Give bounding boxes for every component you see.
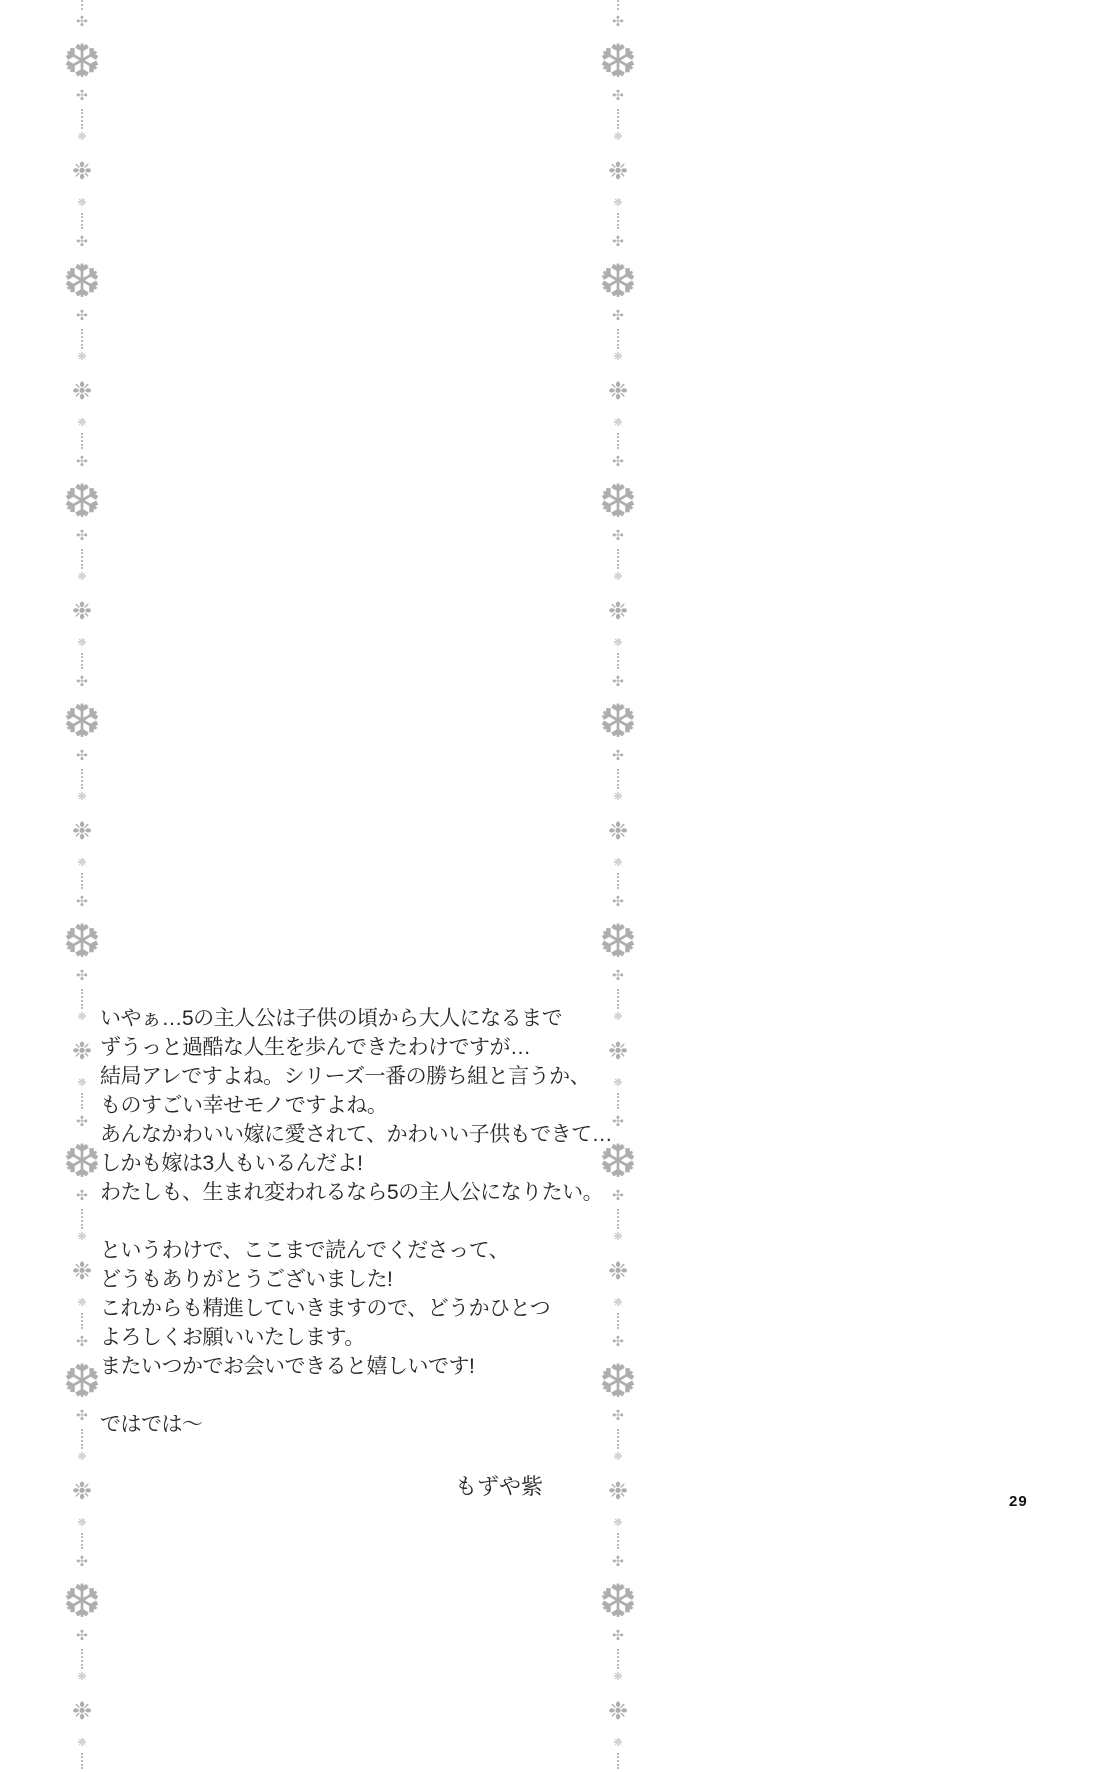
author-signature: もずや紫 <box>455 1474 544 1499</box>
dotted-chain <box>81 329 83 349</box>
small-snowflake-icon: ❉ <box>71 598 93 625</box>
dotted-chain <box>617 1533 619 1549</box>
big-snowflake-icon: ❆ <box>62 915 102 967</box>
bud-ornament-icon: ❈ <box>77 197 87 209</box>
dotted-chain <box>617 769 619 789</box>
big-snowflake-icon: ❆ <box>598 695 638 747</box>
page-number: 29 <box>1009 1493 1028 1510</box>
cross-ornament-icon: ✣ <box>612 1553 624 1569</box>
cross-ornament-icon: ✣ <box>76 453 88 469</box>
dotted-chain <box>617 1649 619 1669</box>
dotted-chain <box>81 549 83 569</box>
bud-ornament-icon: ❈ <box>77 857 87 869</box>
dotted-chain <box>81 1649 83 1669</box>
dotted-chain <box>81 1753 83 1769</box>
snowflake-chain-unit <box>50 452 114 672</box>
small-snowflake-icon: ❉ <box>71 378 93 405</box>
small-snowflake-icon: ❉ <box>607 378 629 405</box>
dotted-chain <box>617 433 619 449</box>
dotted-chain <box>617 329 619 349</box>
big-snowflake-icon: ❆ <box>62 1355 102 1407</box>
bud-ornament-icon: ❈ <box>77 1517 87 1529</box>
cross-ornament-icon: ✣ <box>612 13 624 29</box>
chain-tail <box>586 0 650 12</box>
cross-ornament-icon: ✣ <box>76 673 88 689</box>
dotted-chain <box>81 1429 83 1449</box>
dotted-chain <box>617 1429 619 1449</box>
bud-ornament-icon: ❈ <box>77 417 87 429</box>
small-snowflake-icon: ❉ <box>71 1698 93 1725</box>
cross-ornament-icon: ✣ <box>612 1113 624 1129</box>
dotted-chain <box>617 1209 619 1229</box>
dotted-chain <box>81 1313 83 1329</box>
dotted-chain <box>617 873 619 889</box>
big-snowflake-icon: ❆ <box>62 695 102 747</box>
cross-ornament-icon: ✣ <box>76 527 88 543</box>
dotted-chain <box>617 1093 619 1109</box>
bud-ornament-icon: ❈ <box>613 1297 623 1309</box>
bud-ornament-icon: ❈ <box>613 637 623 649</box>
afterword-line-9: どうもありがとうございました! <box>100 1268 393 1291</box>
snowflake-chain-unit <box>50 12 114 232</box>
dotted-chain <box>617 549 619 569</box>
bud-ornament-icon: ❈ <box>613 1517 623 1529</box>
afterword-line-4: あんなかわいい嫁に愛されて、かわいい子供もできて… <box>100 1123 613 1146</box>
big-snowflake-icon: ❆ <box>62 35 102 87</box>
bud-ornament-icon: ❈ <box>613 131 623 143</box>
bud-ornament-icon: ❈ <box>77 131 87 143</box>
bud-ornament-icon: ❈ <box>613 1231 623 1243</box>
big-snowflake-icon: ❆ <box>62 1575 102 1627</box>
snowflake-chain-unit <box>50 1552 114 1772</box>
small-snowflake-icon: ❉ <box>71 1258 93 1285</box>
bud-ornament-icon: ❈ <box>613 1671 623 1683</box>
small-snowflake-icon: ❉ <box>71 818 93 845</box>
small-snowflake-icon: ❉ <box>607 1038 629 1065</box>
small-snowflake-icon: ❉ <box>607 818 629 845</box>
cross-ornament-icon: ✣ <box>76 1187 88 1203</box>
bud-ornament-icon: ❈ <box>77 571 87 583</box>
afterword-line-8: というわけで、ここまで読んでくださって、 <box>100 1239 510 1262</box>
big-snowflake-icon: ❆ <box>62 255 102 307</box>
dotted-chain <box>81 0 83 10</box>
snowflake-chain-unit <box>586 12 650 232</box>
dotted-chain <box>81 213 83 229</box>
snowflake-chain-unit <box>586 672 650 892</box>
cross-ornament-icon: ✣ <box>612 967 624 983</box>
small-snowflake-icon: ❉ <box>71 1478 93 1505</box>
dotted-chain <box>617 213 619 229</box>
cross-ornament-icon: ✣ <box>612 307 624 323</box>
cross-ornament-icon: ✣ <box>612 1407 624 1423</box>
chain-tail <box>50 0 114 12</box>
cross-ornament-icon: ✣ <box>612 233 624 249</box>
bud-ornament-icon: ❈ <box>613 197 623 209</box>
afterword-line-2: 結局アレですよね。シリーズ一番の勝ち組と言うか、 <box>100 1065 591 1088</box>
bud-ornament-icon: ❈ <box>77 1297 87 1309</box>
small-snowflake-icon: ❉ <box>607 598 629 625</box>
dotted-chain <box>81 1533 83 1549</box>
dotted-chain <box>81 989 83 1009</box>
dotted-chain <box>617 109 619 129</box>
afterword-line-10: これからも精進していきますので、どうかひとつ <box>100 1297 551 1320</box>
cross-ornament-icon: ✣ <box>76 1553 88 1569</box>
bud-ornament-icon: ❈ <box>613 1011 623 1023</box>
dotted-chain <box>617 989 619 1009</box>
cross-ornament-icon: ✣ <box>612 893 624 909</box>
cross-ornament-icon: ✣ <box>76 1333 88 1349</box>
cross-ornament-icon: ✣ <box>612 673 624 689</box>
bud-ornament-icon: ❈ <box>613 1737 623 1749</box>
cross-ornament-icon: ✣ <box>76 13 88 29</box>
bud-ornament-icon: ❈ <box>613 791 623 803</box>
cross-ornament-icon: ✣ <box>76 1407 88 1423</box>
big-snowflake-icon: ❆ <box>598 1575 638 1627</box>
afterword-line-1: ずうっと過酷な人生を歩んできたわけですが… <box>100 1036 531 1059</box>
afterword-line-11: よろしくお願いいたします。 <box>100 1326 365 1349</box>
cross-ornament-icon: ✣ <box>612 1627 624 1643</box>
bud-ornament-icon: ❈ <box>77 1671 87 1683</box>
cross-ornament-icon: ✣ <box>612 1187 624 1203</box>
cross-ornament-icon: ✣ <box>76 307 88 323</box>
snowflake-chain-unit <box>586 452 650 672</box>
cross-ornament-icon: ✣ <box>76 1627 88 1643</box>
bud-ornament-icon: ❈ <box>77 1231 87 1243</box>
bud-ornament-icon: ❈ <box>77 791 87 803</box>
afterword-line-5: しかも嫁は3人もいるんだよ! <box>100 1152 363 1175</box>
bud-ornament-icon: ❈ <box>77 637 87 649</box>
dotted-chain <box>81 1093 83 1109</box>
small-snowflake-icon: ❉ <box>607 1478 629 1505</box>
cross-ornament-icon: ✣ <box>76 87 88 103</box>
big-snowflake-icon: ❆ <box>62 1135 102 1187</box>
bud-ornament-icon: ❈ <box>613 1077 623 1089</box>
afterword-text <box>100 1004 612 1439</box>
small-snowflake-icon: ❉ <box>71 1038 93 1065</box>
cross-ornament-icon: ✣ <box>612 1333 624 1349</box>
bud-ornament-icon: ❈ <box>77 1451 87 1463</box>
big-snowflake-icon: ❆ <box>598 35 638 87</box>
afterword-line-0: いやぁ…5の主人公は子供の頃から大人になるまで <box>100 1007 563 1030</box>
afterword-line-7 <box>100 1207 612 1236</box>
cross-ornament-icon: ✣ <box>612 527 624 543</box>
afterword-line-6: わたしも、生まれ変われるなら5の主人公になりたい。 <box>100 1181 604 1204</box>
big-snowflake-icon: ❆ <box>598 1135 638 1187</box>
big-snowflake-icon: ❆ <box>598 915 638 967</box>
bud-ornament-icon: ❈ <box>77 1011 87 1023</box>
big-snowflake-icon: ❆ <box>598 475 638 527</box>
cross-ornament-icon: ✣ <box>76 233 88 249</box>
dotted-chain <box>617 653 619 669</box>
dotted-chain <box>81 653 83 669</box>
snowflake-chain-unit <box>50 232 114 452</box>
dotted-chain <box>617 0 619 10</box>
dotted-chain <box>81 433 83 449</box>
cross-ornament-icon: ✣ <box>76 1113 88 1129</box>
bud-ornament-icon: ❈ <box>613 1451 623 1463</box>
afterword-line-12: またいつかでお会いできると嬉しいです! <box>100 1355 475 1378</box>
cross-ornament-icon: ✣ <box>76 893 88 909</box>
cross-ornament-icon: ✣ <box>612 453 624 469</box>
bud-ornament-icon: ❈ <box>77 1077 87 1089</box>
small-snowflake-icon: ❉ <box>607 1698 629 1725</box>
bud-ornament-icon: ❈ <box>613 857 623 869</box>
snowflake-chain-unit <box>50 672 114 892</box>
dotted-chain <box>81 769 83 789</box>
bud-ornament-icon: ❈ <box>613 417 623 429</box>
snowflake-chain-unit <box>586 232 650 452</box>
afterword-line-3: ものすごい幸せモノですよね。 <box>100 1094 388 1117</box>
snowflake-chain-unit <box>586 1552 650 1772</box>
afterword-line-13 <box>100 1381 612 1410</box>
bud-ornament-icon: ❈ <box>77 351 87 363</box>
cross-ornament-icon: ✣ <box>612 87 624 103</box>
small-snowflake-icon: ❉ <box>607 1258 629 1285</box>
big-snowflake-icon: ❆ <box>598 1355 638 1407</box>
dotted-chain <box>81 1209 83 1229</box>
bud-ornament-icon: ❈ <box>613 571 623 583</box>
cross-ornament-icon: ✣ <box>76 967 88 983</box>
small-snowflake-icon: ❉ <box>607 158 629 185</box>
big-snowflake-icon: ❆ <box>598 255 638 307</box>
cross-ornament-icon: ✣ <box>612 747 624 763</box>
big-snowflake-icon: ❆ <box>62 475 102 527</box>
bud-ornament-icon: ❈ <box>613 351 623 363</box>
dotted-chain <box>81 109 83 129</box>
bud-ornament-icon: ❈ <box>77 1737 87 1749</box>
dotted-chain <box>617 1313 619 1329</box>
afterword-line-14: ではでは～ <box>100 1413 203 1436</box>
dotted-chain <box>617 1753 619 1769</box>
dotted-chain <box>81 873 83 889</box>
cross-ornament-icon: ✣ <box>76 747 88 763</box>
small-snowflake-icon: ❉ <box>71 158 93 185</box>
